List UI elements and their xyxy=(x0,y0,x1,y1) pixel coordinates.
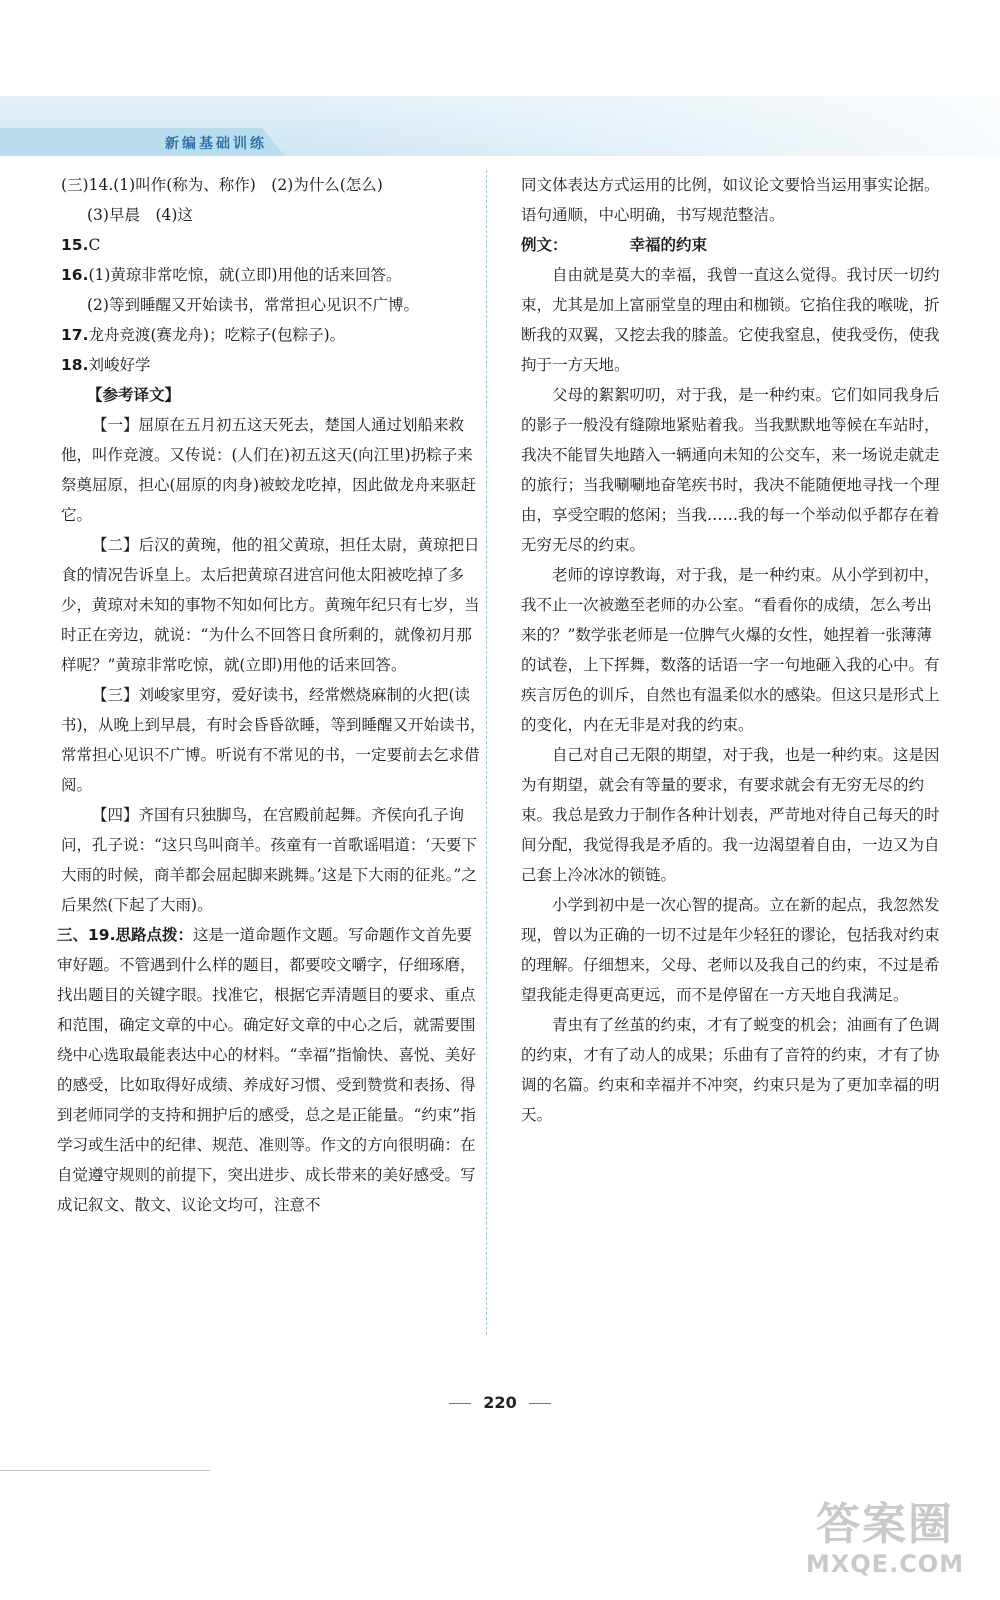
continuation-text: 同文体表达方式运用的比例，如议论文要恰当运用事实论据。语句通顺，中心明确，书写规范整洁。 xyxy=(521,176,940,224)
essay-heading xyxy=(521,230,946,260)
item-15: 15.C xyxy=(61,236,101,254)
item-19: 三、19.思路点拨：这是一道命题作文题。写命题作文首先要审好题。不管遇到什么样的题目，都要咬文嚼字，仔细琢磨，找出题目的关键字眼。找准它，根据它弄清题目的要求、重点和范围，确定文章的中心。确定好文章的中心之后，就需要围绕中心选取最能表达中心的材料。“幸福”指愉快、喜悦、美好的感受，比如取得好成绩、养成好习惯、受到赞赏和表扬、得到老师同学的支持和拥护后的感受，总之是正能量。“约束”指学习或生活中的纪律、规范、准则等。作文的方向很明确：在自觉遵守规则的前提下，突出进步、成长带来的美好感受。写成记叙文、散文、议论文均可，注意不 xyxy=(57,926,476,1214)
item-16: 16.(1)黄琼非常吃惊，就(立即)用他的话来回答。 xyxy=(61,266,402,284)
watermark-logo: 答案圈 MXQE.COM xyxy=(805,1499,965,1578)
item-17: 17.龙舟竞渡(赛龙舟)；吃粽子(包粽子)。 xyxy=(61,326,346,344)
essay-paragraph: 青虫有了丝茧的约束，才有了蜕变的机会；油画有了色调的约束，才有了动人的成果；乐曲有了音符的约束，才有了协调的名篇。约束和幸福并不冲突，约束只是为了更加幸福的明天。 xyxy=(521,1016,940,1124)
essay-title: 幸福的约束 xyxy=(629,236,708,254)
essay-paragraph: 父母的絮絮叨叨，对于我，是一种约束。它们如同我身后的影子一般没有缝隙地紧贴着我。当我默默地等候在车站时，我决不能冒失地踏入一辆通向未知的公交车，来一场说走就走的旅行；当我唰唰地奋笔疾书时，我决不能随便地寻找一个理由，享受空暇的悠闲；当我……我的每一个举动似乎都存在着无穷无尽的约束。 xyxy=(521,386,940,554)
essay-paragraph: 老师的谆谆教诲，对于我，是一种约束。从小学到初中，我不止一次被邀至老师的办公室。“看看你的成绩，怎么考出来的？”数学张老师是一位脾气火爆的女性，她捏着一张薄薄的试卷，上下挥舞，数落的话语一字一句地砸入我的心中。有疾言厉色的训斥，自然也有温柔似水的感染。但这只是形式上的变化，内在无非是对我的约束。 xyxy=(521,566,940,734)
translation-heading: 【参考译文】 xyxy=(87,386,181,404)
item-14-label: (三)14. xyxy=(61,176,114,194)
translation-paragraph: 【三】刘峻家里穷，爱好读书，经常燃烧麻制的火把(读书)，从晚上到早晨，有时会昏昏欲睡，等到睡醒又开始读书，常常担心见识不广博。听说有不常见的书，一定要前去乞求借阅。 xyxy=(61,686,486,794)
footer-dash-right xyxy=(529,1403,551,1404)
page-number: 220 xyxy=(483,1393,517,1412)
item-18: 18.刘峻好学 xyxy=(61,356,151,374)
item-14-line2: (3)早晨 (4)这 xyxy=(87,206,193,224)
column-divider xyxy=(486,170,488,1335)
bottom-rule xyxy=(0,1470,210,1471)
translation-paragraph: 【一】屈原在五月初五这天死去，楚国人通过划船来救他，叫作竞渡。又传说：(人们在)初五这天(向江里)扔粽子来祭奠屈原，担心(屈原的肉身)被蛟龙吃掉，因此做龙舟来驱赶它。 xyxy=(61,416,477,524)
footer-dash-left xyxy=(449,1403,471,1404)
essay-paragraph: 自由就是莫大的幸福，我曾一直这么觉得。我讨厌一切约束，尤其是加上富丽堂皇的理由和枷锁。它掐住我的喉咙，折断我的双翼，又挖去我的膝盖。它使我窒息，使我受伤，使我拘于一方天地。 xyxy=(521,266,940,374)
right-column xyxy=(521,170,946,1130)
header-title: 新编基础训练 xyxy=(165,136,267,152)
item-16-line2: (2)等到睡醒又开始读书，常常担心见识不广博。 xyxy=(87,296,419,314)
translation-paragraph: 【二】后汉的黄琬，他的祖父黄琼，担任太尉，黄琼把日食的情况告诉皇上。太后把黄琼召进宫问他太阳被吃掉了多少，黄琼对未知的事物不知如何比方。黄琬年纪只有七岁，当时正在旁边，就说：“为什么不回答日食所剩的，就像初月那样呢？”黄琼非常吃惊，就(立即)用他的话来回答。 xyxy=(61,536,480,674)
page-footer xyxy=(0,1393,1000,1412)
essay-paragraph: 小学到初中是一次心智的提高。立在新的起点，我忽然发现，曾以为正确的一切不过是年少轻狂的谬论，包括我对约束的理解。仔细想来，父母、老师以及我自己的约束，不过是希望我能走得更高更远，而不是停留在一方天地自我满足。 xyxy=(521,896,940,1004)
essay-paragraph: 自己对自己无限的期望，对于我，也是一种约束。这是因为有期望，就会有等量的要求，有要求就会有无穷无尽的约束。我总是致力于制作各种计划表，严苛地对待自己每天的时间分配，我觉得我是矛盾的。我一边渴望着自由，一边又为自己套上冷冰冰的锁链。 xyxy=(521,746,940,884)
essay-label: 例文： xyxy=(521,236,568,254)
item-14: (三)14.(1)叫作(称为、称作) (2)为什么(怎么) xyxy=(61,176,383,194)
left-column xyxy=(57,170,486,1220)
translation-paragraph: 【四】齐国有只独脚鸟，在宫殿前起舞。齐侯向孔子询问，孔子说：“这只鸟叫商羊。孩童有一首歌谣唱道：‘天要下大雨的时候，商羊都会屈起脚来跳舞。’这是下大雨的征兆。”之后果然(下起了大雨)。 xyxy=(61,806,477,914)
